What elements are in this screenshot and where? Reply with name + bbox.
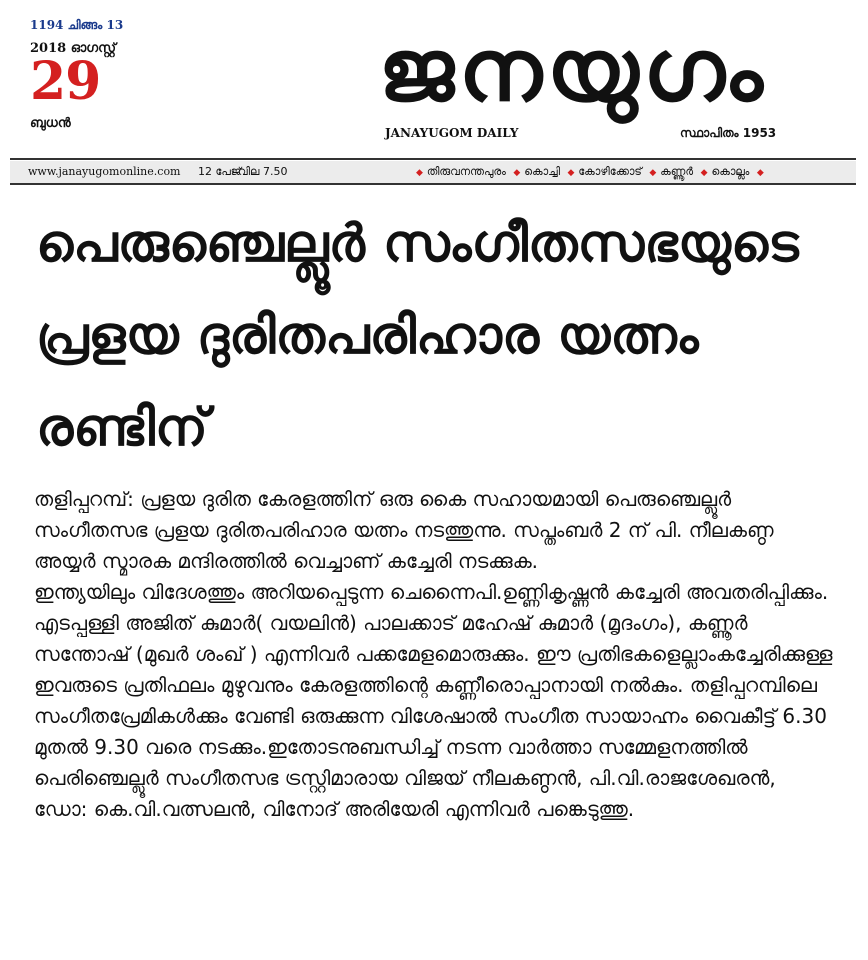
- edition-item: കൊച്ചി: [524, 165, 560, 178]
- article-body: [34, 484, 834, 825]
- diamond-icon: ◆: [567, 168, 575, 178]
- article-paragraph: ഇന്ത്യയിലും വിദേശത്തും അറിയപ്പെടുന്ന ചെന്നൈപി.ഉണ്ണികൃഷ്ണൻ കച്ചേരി അവതരിപ്പിക്കും. എടപ്പള്ളി അജിത് കുമാർ( വയലിൻ) പാലക്കാട് മഹേഷ് കുമാർ (മൃദംഗം), കണ്ണൂർ സന്തോഷ് (മുഖർ ശംഖ് ) എന്നിവർ പക്കമേളമൊരുക്കും. ഈ പ്രതിഭകളെല്ലാംകച്ചേരിക്കുള്ള ഇവരുടെ പ്രതിഫലം മുഴുവനും കേരളത്തിന്റെ കണ്ണീരൊപ്പാനായി നൽകും. തളിപ്പറമ്പിലെ സംഗീതപ്രേമികൾക്കും വേണ്ടി ഒരുക്കുന്ന വിശേഷാൽ സംഗീത സായാഹ്നം വൈകീട്ട് 6.30 മുതൽ 9.30 വരെ നടക്കും.ഇതോടനുബന്ധിച്ച് നടന്ന വാർത്താ സമ്മേളനത്തിൽ പെരിഞ്ചെല്ലൂർ സംഗീതസഭ ട്രസ്റ്റിമാരായ വിജയ് നീലകണ്ഠൻ, പി.വി.രാജശേഖരൻ, ഡോ: കെ.വി.വത്സലൻ, വിനോദ് അരിയേരി എന്നിവർ പങ്കെടുത്തു.: [34, 580, 833, 821]
- date-box: [30, 18, 140, 131]
- diamond-icon: ◆: [756, 168, 764, 178]
- edition-item: കണ്ണൂർ: [660, 165, 694, 178]
- edition-item: തിരുവനന്തപുരം: [426, 165, 506, 178]
- diamond-icon: ◆: [649, 168, 657, 178]
- weekday: ബുധൻ: [30, 116, 71, 131]
- newspaper-tagline: JANAYUGOM DAILY: [385, 126, 519, 140]
- article-paragraph: തളിപ്പറമ്പ്: പ്രളയ ദുരിത കേരളത്തിന് ഒരു കൈ സഹായമായി പെരുഞ്ചെല്ലൂർ സംഗീതസഭ പ്രളയ ദുരിതപരിഹാര യത്നം നടത്തുന്നു. സപ്തംബർ 2 ന് പി. നീലകണ്ഠ അയ്യർ സ്മാരക മന്ദിരത്തിൽ വെച്ചാണ് കച്ചേരി നടക്കുക.: [34, 487, 774, 573]
- masthead: [0, 0, 868, 160]
- divider-top: [10, 158, 856, 160]
- headline-line: പ്രളയ ദുരിതപരിഹാര യത്നം: [36, 306, 699, 366]
- page-count: 12 പേജ്: [198, 165, 242, 178]
- year-month: 2018 ഓഗസ്റ്റ്: [30, 41, 116, 56]
- info-bar: [10, 161, 856, 183]
- diamond-icon: ◆: [513, 168, 521, 178]
- price: വില 7.50: [238, 165, 288, 178]
- edition-item: കൊല്ലം: [711, 165, 750, 178]
- article-headline: [36, 198, 836, 474]
- editions-list: [412, 161, 768, 184]
- headline-line: പെരുഞ്ചെല്ലൂർ സംഗീതസഭയുടെ: [36, 214, 799, 274]
- diamond-icon: ◆: [700, 168, 708, 178]
- edition-item: കോഴിക്കോട്: [578, 165, 642, 178]
- diamond-icon: ◆: [416, 168, 423, 178]
- headline-line: രണ്ടിന്: [36, 398, 208, 458]
- malayalam-era-date: 1194 ചിങ്ങം 13: [30, 18, 124, 32]
- newspaper-logo: ജനയുഗം: [378, 21, 767, 121]
- founded-year: സ്ഥാപിതം 1953: [680, 126, 777, 140]
- day-number: 29: [30, 51, 101, 112]
- divider-bottom: [10, 183, 856, 185]
- website-link[interactable]: www.janayugomonline.com: [28, 165, 181, 178]
